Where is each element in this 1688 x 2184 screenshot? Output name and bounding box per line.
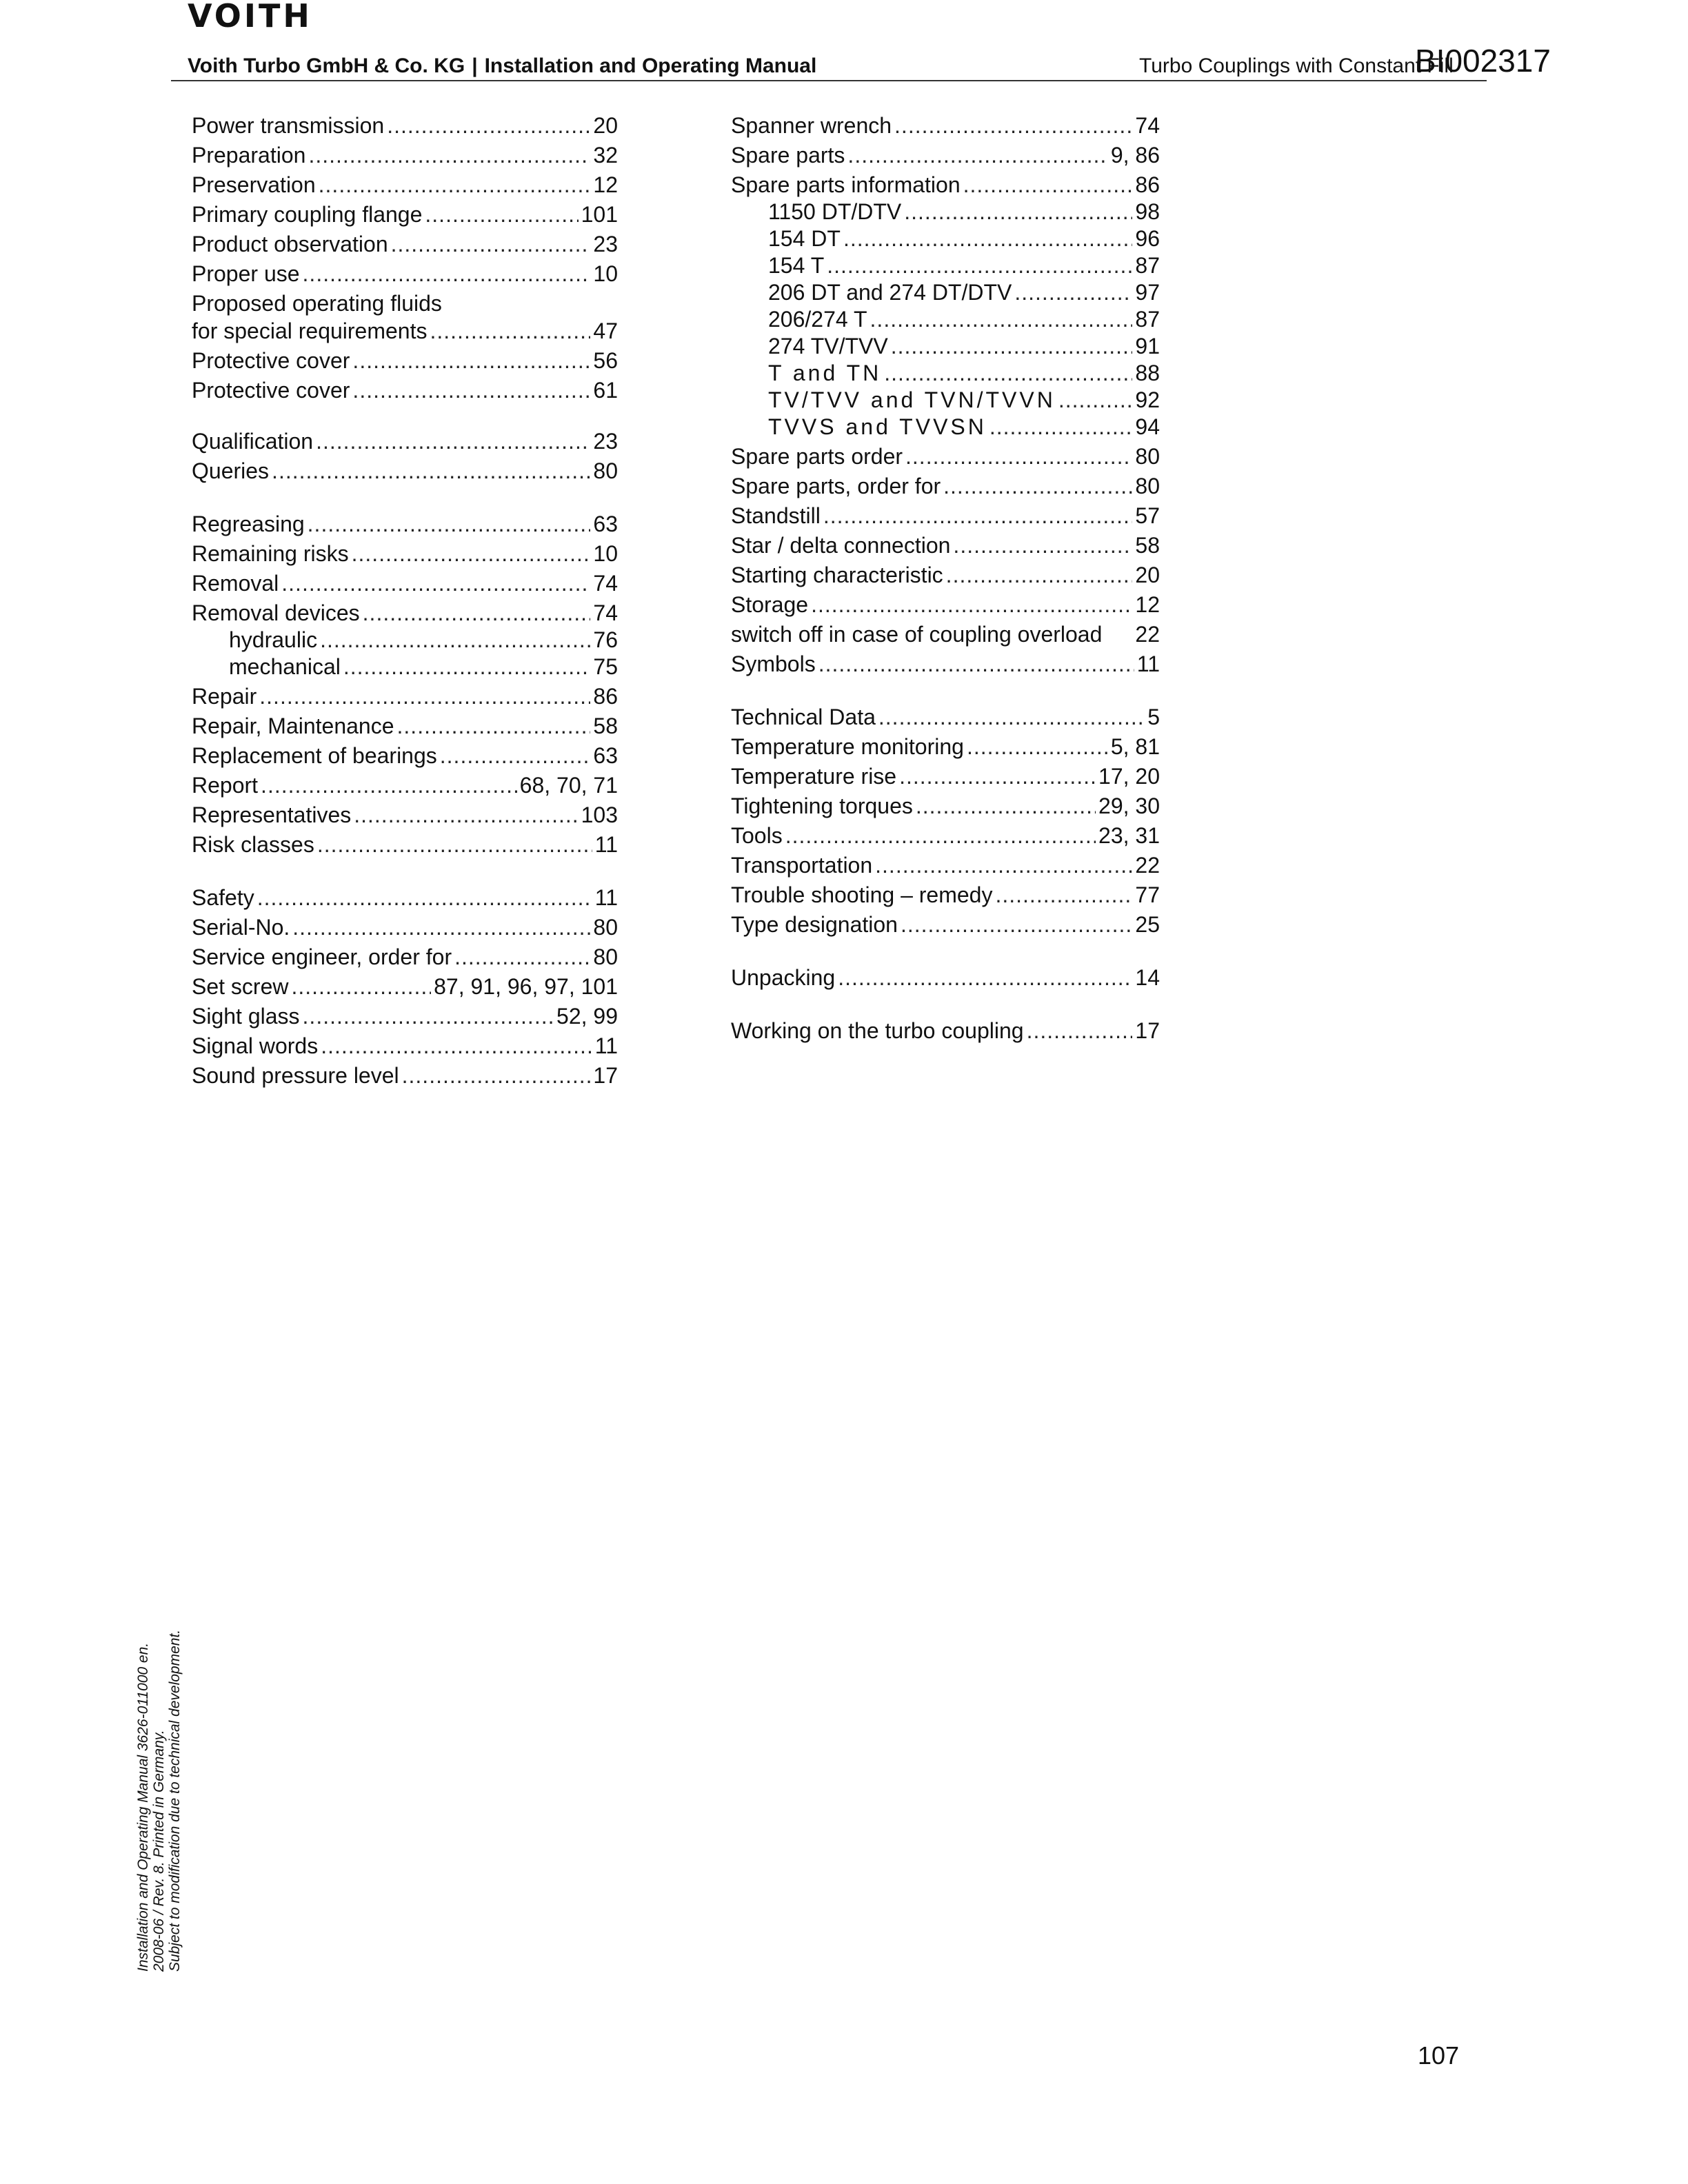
leader-dots [905, 443, 1132, 470]
index-page: 23, 31 [1098, 823, 1160, 848]
index-term: T and TN [768, 361, 882, 385]
index-page: 101 [581, 202, 618, 227]
index-subentry [731, 279, 1160, 306]
index-page: 56 [593, 348, 618, 373]
leader-dots [363, 599, 591, 627]
leader-dots [303, 260, 591, 287]
index-page: 87 [1135, 253, 1160, 278]
index-entry [192, 347, 618, 374]
index-term: mechanical [229, 654, 341, 679]
leader-dots [995, 881, 1132, 909]
index-page: 74 [1135, 113, 1160, 138]
leader-dots [811, 591, 1132, 618]
leader-dots [963, 171, 1133, 199]
index-page: 80 [593, 915, 618, 940]
index-term: Repair [192, 684, 257, 709]
index-term: Standstill [731, 503, 821, 528]
index-entry [192, 540, 618, 567]
index-page: 80 [593, 944, 618, 969]
leader-dots [875, 851, 1132, 879]
leader-dots [257, 884, 592, 911]
leader-dots [878, 703, 1145, 731]
leader-dots [292, 913, 590, 941]
imprint-line: 2008-06 / Rev. 8. Printed in Germany. [151, 1730, 167, 1972]
leader-dots [904, 198, 1132, 225]
leader-dots [943, 472, 1132, 500]
index-entry [192, 943, 618, 971]
index-term: Primary coupling flange [192, 202, 423, 227]
index-page: 20 [593, 113, 618, 138]
index-entry [192, 230, 618, 258]
index-entry [192, 682, 618, 710]
index-term: Spare parts [731, 143, 845, 168]
index-term: Spare parts order [731, 444, 903, 469]
leader-dots [291, 973, 431, 1000]
leader-dots [454, 943, 590, 971]
leader-dots [891, 332, 1133, 360]
index-entry [192, 376, 618, 404]
index-entry [192, 884, 618, 911]
leader-dots [785, 822, 1096, 849]
index-entry [192, 599, 618, 627]
index-term: 154 T [768, 253, 825, 278]
index-term: Representatives [192, 802, 352, 827]
index-subentry [731, 413, 1160, 441]
index-entry [192, 771, 618, 799]
leader-dots [989, 413, 1133, 441]
index-page: 25 [1135, 912, 1160, 937]
index-term: Repair, Maintenance [192, 714, 394, 738]
index-term: Protective cover [192, 348, 350, 373]
index-page: 47 [593, 318, 618, 343]
leader-dots [827, 252, 1132, 279]
index-term: hydraulic [229, 627, 318, 652]
index-entry [192, 290, 618, 317]
index-entry [731, 733, 1160, 760]
leader-dots [343, 653, 591, 680]
index-term: Tightening torques [731, 793, 913, 818]
index-term: Qualification [192, 429, 314, 454]
index-page: 63 [593, 512, 618, 536]
index-entry [731, 792, 1160, 820]
index-entry [731, 112, 1160, 139]
index-term: Serial-No. [192, 915, 290, 940]
leader-dots [352, 540, 591, 567]
index-term: 206/274 T [768, 307, 867, 332]
index-page: 88 [1135, 361, 1160, 385]
index-entry [731, 703, 1160, 731]
index-page: 10 [593, 541, 618, 566]
leader-dots [259, 682, 590, 710]
index-entry [192, 913, 618, 941]
leader-dots [899, 762, 1096, 790]
index-page: 77 [1135, 882, 1160, 907]
index-term: Unpacking [731, 965, 836, 990]
index-page: 11 [1136, 651, 1160, 676]
leader-dots [967, 733, 1108, 760]
index-term: Risk classes [192, 832, 314, 857]
index-page: 86 [1135, 172, 1160, 197]
leader-dots [352, 376, 590, 404]
leader-dots [1014, 279, 1132, 306]
manual-title: Installation and Operating Manual [484, 54, 817, 77]
index-page: 23 [593, 429, 618, 454]
leader-dots [916, 792, 1096, 820]
leader-dots [354, 801, 578, 829]
index-page: 17 [593, 1063, 618, 1088]
index-page: 10 [593, 261, 618, 286]
index-term: Transportation [731, 853, 873, 878]
index-entry [731, 620, 1160, 648]
leader-dots [901, 911, 1132, 938]
index-subentry [731, 305, 1160, 333]
leader-dots [843, 225, 1132, 252]
index-page: 12 [593, 172, 618, 197]
index-subentry [731, 198, 1160, 225]
index-page: 96 [1135, 226, 1160, 251]
leader-dots [894, 112, 1132, 139]
index-entry [192, 712, 618, 740]
index-page: 11 [594, 885, 618, 910]
index-entry [731, 964, 1160, 991]
index-page: 29, 30 [1098, 793, 1160, 818]
index-term: switch off in case of coupling overload [731, 622, 1103, 647]
index-term: Preservation [192, 172, 316, 197]
index-page: 92 [1135, 387, 1160, 412]
index-term: for special requirements [192, 318, 428, 343]
index-entry [192, 457, 618, 485]
index-entry [192, 171, 618, 199]
index-term: 274 TV/TVV [768, 334, 888, 358]
index-page: 91 [1135, 334, 1160, 358]
index-term: Temperature monitoring [731, 734, 964, 759]
index-page: 12 [1135, 592, 1160, 617]
index-page: 22 [1135, 622, 1160, 647]
leader-dots [425, 201, 578, 228]
index-page: 97 [1135, 280, 1160, 305]
leader-dots [838, 964, 1132, 991]
index-entry [192, 742, 618, 769]
index-term: TVVS and TVVSN [768, 414, 987, 439]
index-page: 23 [593, 232, 618, 256]
index-entry [731, 141, 1160, 169]
index-entry [731, 911, 1160, 938]
leader-dots [1027, 1017, 1133, 1044]
index-entry [192, 112, 618, 139]
index-page: 94 [1135, 414, 1160, 439]
index-term: Proposed operating fluids [192, 291, 442, 316]
leader-dots [316, 427, 590, 455]
company-name: Voith Turbo GmbH & Co. KG [188, 54, 465, 77]
voith-logo: VOITH [188, 0, 312, 34]
leader-dots [352, 347, 590, 374]
leader-dots [953, 532, 1132, 559]
leader-dots [272, 457, 590, 485]
index-entry [192, 569, 618, 597]
leader-dots [946, 561, 1133, 589]
index-term: Protective cover [192, 378, 350, 403]
index-entry [731, 650, 1160, 678]
index-entry [731, 1017, 1160, 1044]
index-page: 103 [581, 802, 618, 827]
index-page: 74 [593, 571, 618, 596]
index-entry [192, 141, 618, 169]
index-entry [192, 427, 618, 455]
index-page: 80 [1135, 474, 1160, 498]
index-term: Sight glass [192, 1004, 300, 1029]
index-entry [192, 973, 618, 1000]
document-code: BI002317 [1415, 43, 1551, 79]
index-entry [731, 532, 1160, 559]
index-term: Power transmission [192, 113, 385, 138]
product-title: Turbo Couplings with Constant Fill [1139, 54, 1454, 77]
leader-dots [320, 626, 590, 654]
leader-dots [387, 112, 590, 139]
index-subentry [731, 359, 1160, 387]
page-number: 107 [1418, 2041, 1460, 2070]
index-term: Removal devices [192, 600, 360, 625]
index-entry [731, 762, 1160, 790]
index-term: Spanner wrench [731, 113, 892, 138]
index-entry [731, 591, 1160, 618]
index-page: 87, 91, 96, 97, 101 [434, 974, 618, 999]
header-left [188, 52, 816, 80]
index-term: Spare parts, order for [731, 474, 941, 498]
index-term: Safety [192, 885, 254, 910]
index-page: 75 [593, 654, 618, 679]
index-entry [192, 260, 618, 287]
index-entry [731, 851, 1160, 879]
index-entry [192, 317, 618, 345]
index-page: 74 [593, 600, 618, 625]
leader-dots [440, 742, 591, 769]
index-term: Signal words [192, 1033, 319, 1058]
index-term: Set screw [192, 974, 289, 999]
leader-dots [818, 650, 1134, 678]
index-subentry [192, 626, 618, 654]
index-entry [192, 1062, 618, 1089]
leader-dots [391, 230, 591, 258]
index-page: 58 [1135, 533, 1160, 558]
index-page: 5 [1147, 705, 1160, 729]
index-term: Temperature rise [731, 764, 897, 789]
index-entry [192, 1032, 618, 1060]
index-page: 20 [1135, 563, 1160, 587]
index-page: 80 [1135, 444, 1160, 469]
index-term: Tools [731, 823, 783, 848]
index-subentry [731, 252, 1160, 279]
index-term: Sound pressure level [192, 1063, 399, 1088]
leader-dots [303, 1002, 554, 1030]
index-page: 58 [593, 714, 618, 738]
leader-dots [281, 569, 590, 597]
index-term: Star / delta connection [731, 533, 951, 558]
index-entry [192, 201, 618, 228]
index-term: 1150 DT/DTV [768, 199, 902, 224]
index-entry [731, 561, 1160, 589]
index-page: 87 [1135, 307, 1160, 332]
index-term: Regreasing [192, 512, 305, 536]
index-term: Type designation [731, 912, 898, 937]
leader-dots [430, 317, 590, 345]
index-page: 52, 99 [556, 1004, 618, 1029]
leader-dots [397, 712, 591, 740]
index-term: Replacement of bearings [192, 743, 437, 768]
index-term: Removal [192, 571, 279, 596]
index-page: 14 [1135, 965, 1160, 990]
index-page: 11 [594, 1033, 618, 1058]
leader-dots [847, 141, 1107, 169]
index-page: 11 [594, 832, 618, 857]
index-term: 206 DT and 274 DT/DTV [768, 280, 1012, 305]
index-entry [192, 1002, 618, 1030]
leader-dots [261, 771, 517, 799]
index-page: 80 [593, 458, 618, 483]
index-page: 61 [593, 378, 618, 403]
index-term: Spare parts information [731, 172, 961, 197]
index-term: Technical Data [731, 705, 876, 729]
index-term: Preparation [192, 143, 306, 168]
index-page: 17 [1135, 1018, 1160, 1043]
index-entry [192, 510, 618, 538]
index-page: 22 [1135, 853, 1160, 878]
index-page: 98 [1135, 199, 1160, 224]
index-subentry [731, 332, 1160, 360]
index-entry [731, 443, 1160, 470]
index-page: 5, 81 [1110, 734, 1160, 759]
index-page: 63 [593, 743, 618, 768]
index-page: 32 [593, 143, 618, 168]
index-entry [731, 502, 1160, 529]
index-term: Starting characteristic [731, 563, 943, 587]
index-page: 86 [593, 684, 618, 709]
index-entry [731, 822, 1160, 849]
index-entry [192, 801, 618, 829]
index-subentry [731, 386, 1160, 414]
index-page: 17, 20 [1098, 764, 1160, 789]
index-term: Queries [192, 458, 270, 483]
index-term: Trouble shooting – remedy [731, 882, 993, 907]
index-entry [192, 831, 618, 858]
index-term: Symbols [731, 651, 816, 676]
index-term: Proper use [192, 261, 300, 286]
index-page: 68, 70, 71 [519, 773, 618, 798]
leader-dots [319, 171, 591, 199]
leader-dots [308, 510, 591, 538]
header-divider [171, 80, 1487, 81]
index-term: Product observation [192, 232, 388, 256]
header-separator: | [472, 54, 478, 77]
imprint-line: Installation and Operating Manual 3626-011000 en. [135, 1642, 151, 1972]
leader-dots [317, 831, 592, 858]
index-entry [731, 472, 1160, 500]
imprint-line: Subject to modification due to technical development. [167, 1629, 183, 1972]
leader-dots [870, 305, 1133, 333]
index-page: 9, 86 [1110, 143, 1160, 168]
side-imprint-note [135, 1586, 183, 1972]
index-entry [731, 881, 1160, 909]
leader-dots [321, 1032, 592, 1060]
leader-dots [308, 141, 590, 169]
leader-dots [1058, 386, 1133, 414]
leader-dots [823, 502, 1133, 529]
index-subentry [731, 225, 1160, 252]
index-page: 76 [593, 627, 618, 652]
index-page: 57 [1135, 503, 1160, 528]
leader-dots [884, 359, 1132, 387]
index-subentry [192, 653, 618, 680]
index-term: TV/TVV and TVN/TVVN [768, 387, 1056, 412]
index-entry [731, 171, 1160, 199]
index-term: Working on the turbo coupling [731, 1018, 1024, 1043]
index-term: 154 DT [768, 226, 841, 251]
index-term: Service engineer, order for [192, 944, 452, 969]
index-term: Storage [731, 592, 809, 617]
index-term: Remaining risks [192, 541, 349, 566]
index-term: Report [192, 773, 259, 798]
leader-dots [402, 1062, 591, 1089]
